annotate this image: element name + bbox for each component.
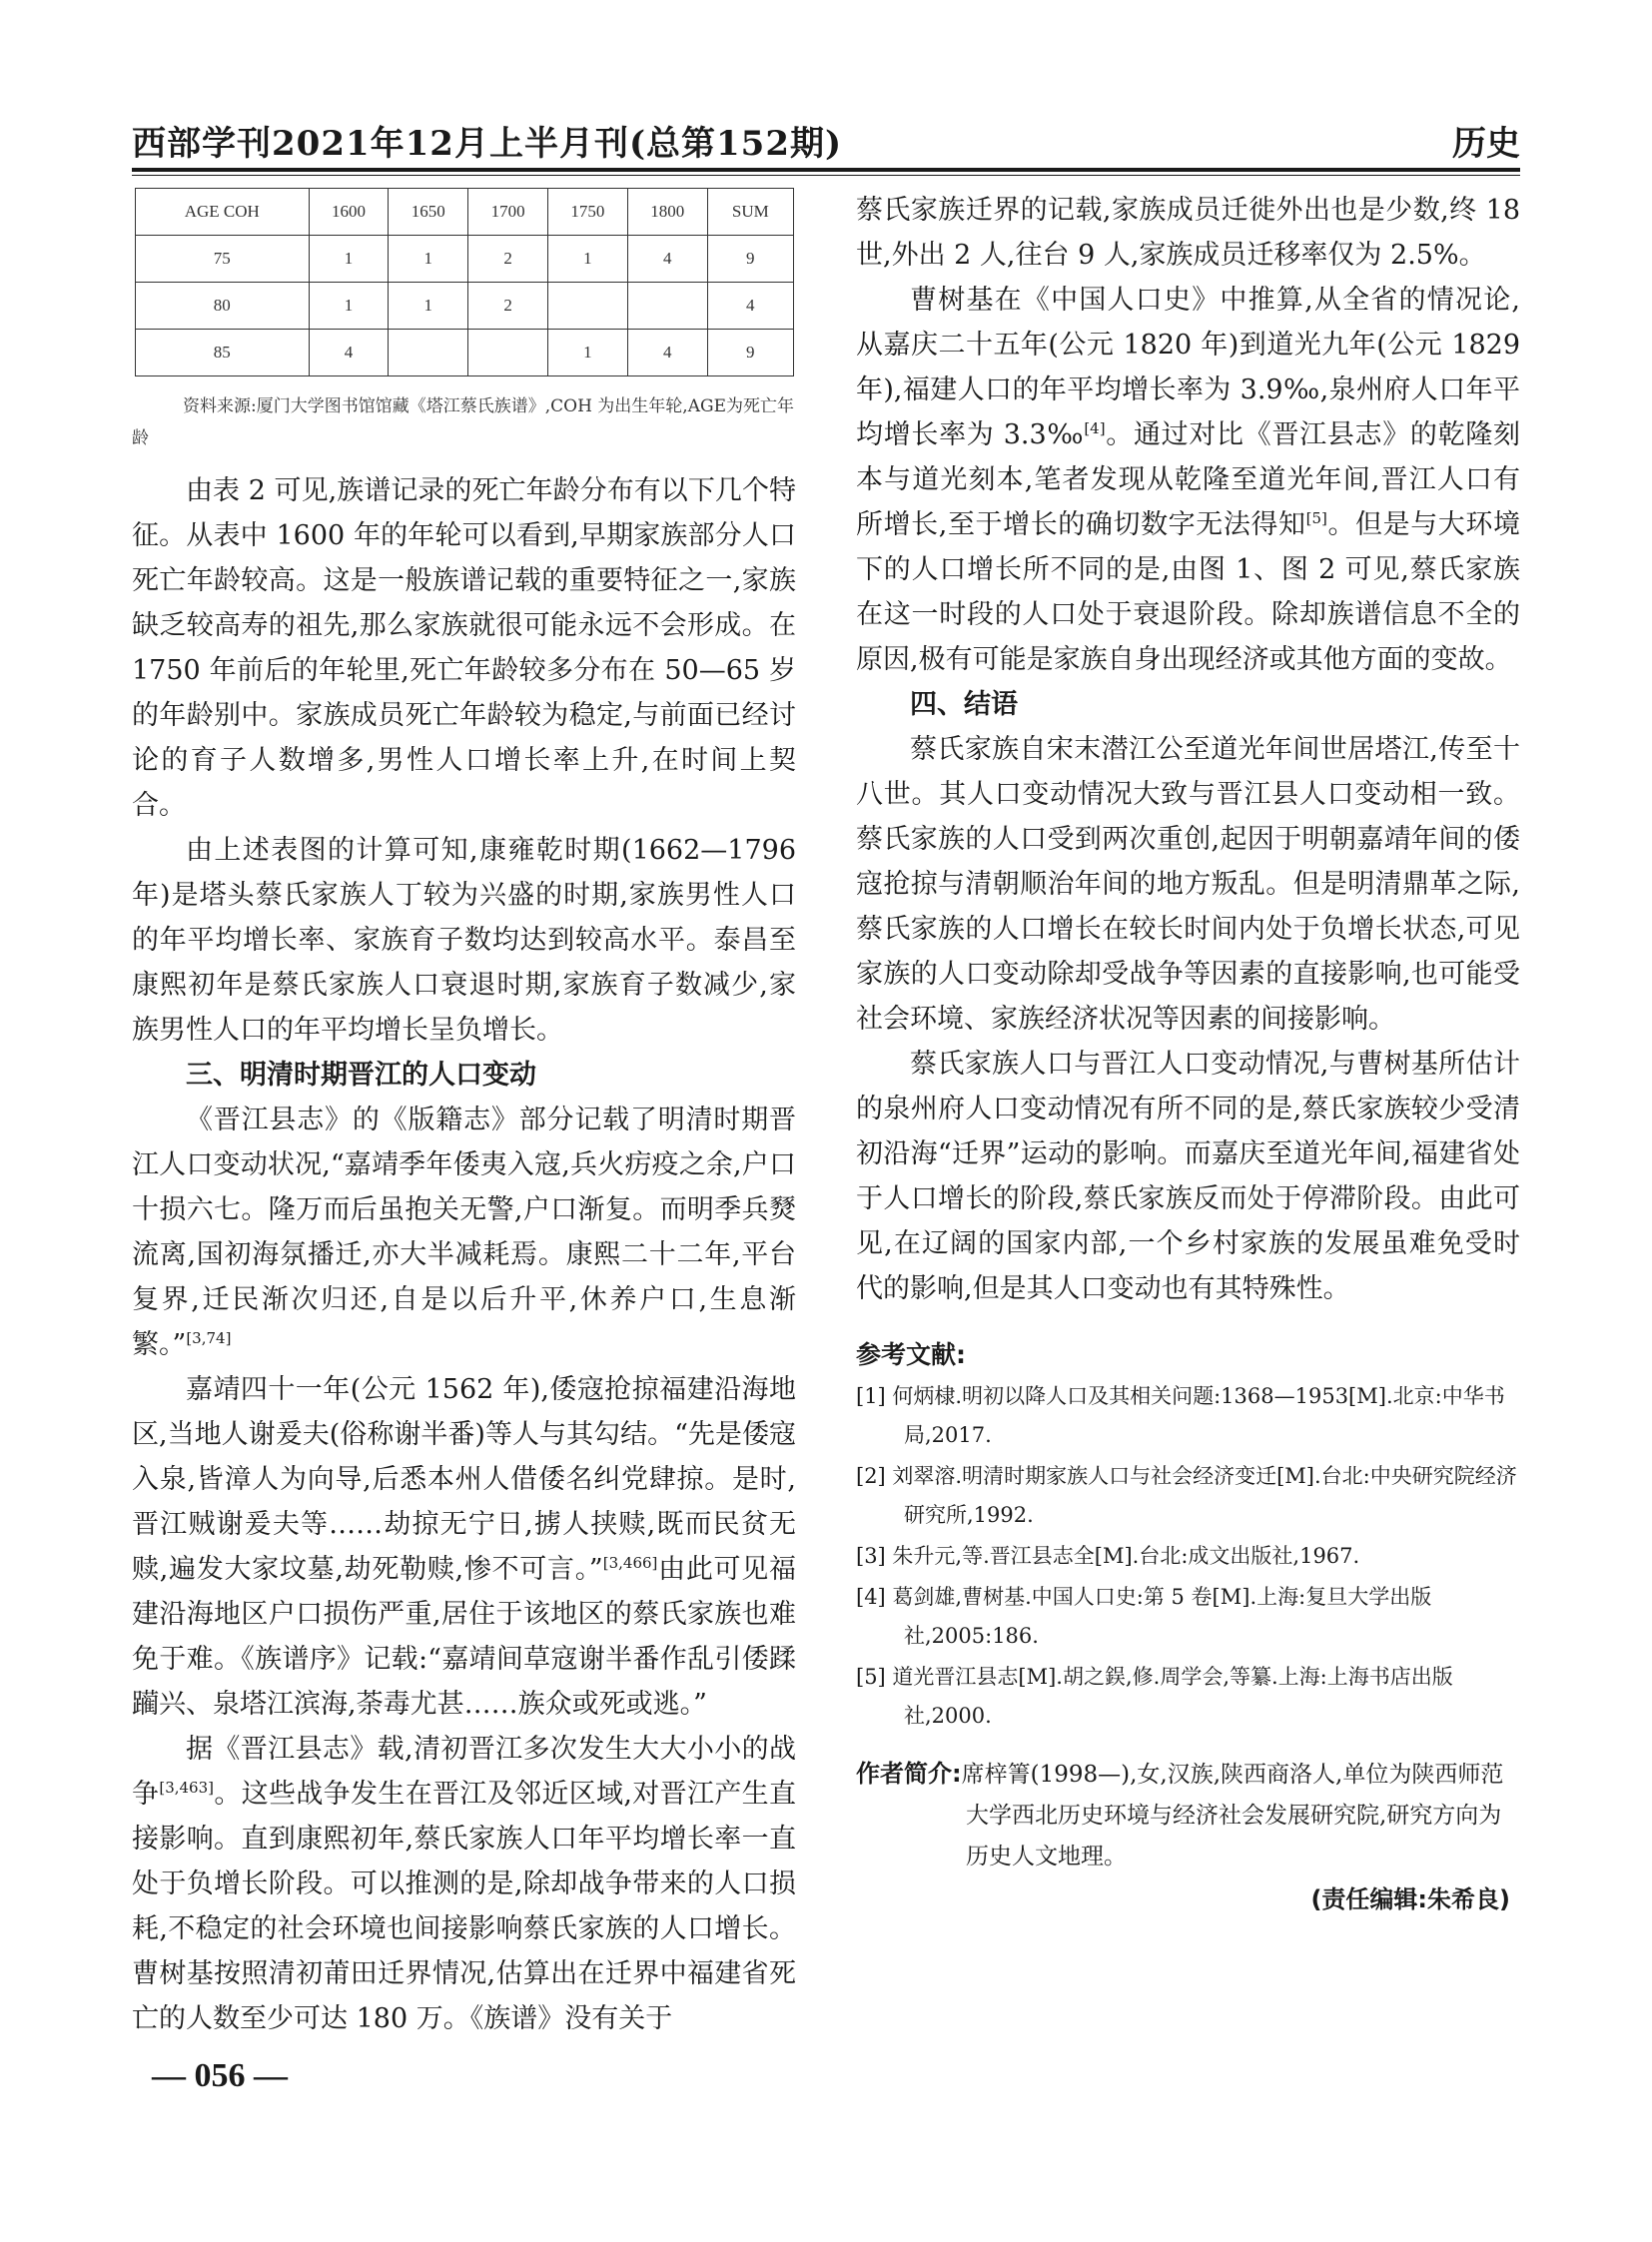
reference-item: [2] 刘翠溶.明清时期家族人口与社会经济变迁[M].台北:中央研究院经济研究所,1992. [856,1464,1517,1527]
table-header-cell: 1700 [468,189,548,236]
citation-ref: [3,74] [186,1329,232,1347]
table-cell: 4 [627,330,707,376]
paragraph: 由表 2 可见,族谱记录的死亡年龄分布有以下几个特征。从表中 1600 年的年轮可以看到,早期家族部分人口死亡年龄较高。这是一般族谱记载的重要特征之一,家族缺乏较高寿的祖先,那么家族就很可能永远不会形成。在 1750 年前后的年轮里,死亡年龄较多分布在 50—65 岁的年龄别中。家族成员死亡年龄较为稳定,与前面已经讨论的育子人数增多,男性人口增长率上升,在时间上契合。 [132,475,796,821]
reference-item: [4] 葛剑雄,曹树基.中国人口史:第 5 卷[M].上海:复旦大学出版社,2005:186. [856,1585,1432,1648]
table-cell [627,283,707,330]
author-bio-label: 作者简介: [856,1760,962,1788]
responsible-editor: (责任编辑:朱希良) [1310,1885,1510,1913]
author-bio [856,1754,1520,1877]
paragraph-text: 由此可见福建沿海地区户口损伤严重,居住于该地区的蔡氏家族也难免于难。《族谱序》记载:“嘉靖间草寇谢半番作乱引倭蹂躏兴、泉塔江滨海,荼毒尤甚……族众或死或逃。” [132,1554,796,1720]
table-cell: 1 [389,236,468,283]
section-label: 历史 [1452,124,1520,164]
paragraph-text: 。这些战争发生在晋江及邻近区域,对晋江产生直接影响。直到康熙初年,蔡氏家族人口年平均增长率一直处于负增长阶段。可以推测的是,除却战争带来的人口损耗,不稳定的社会环境也间接影响蔡氏家族的人口增长。曹树基按照清初莆田迁界情况,估算出在迁界中福建省死亡的人数至少可达 180 万。《族谱》没有关于 [132,1779,796,2034]
table-cell: 2 [468,283,548,330]
table-cell: 9 [707,330,793,376]
paragraph-text: 据《晋江县志》载,清初晋江多次发生大大小小的战争 [132,1734,796,1810]
paragraph: 由上述表图的计算可知,康雍乾时期(1662—1796 年)是塔头蔡氏家族人丁较为兴盛的时期,家族男性人口的年平均增长率、家族育子数均达到较高水平。泰昌至康熙初年是蔡氏家族人口衰退时期,家族育子数减少,家族男性人口的年平均增长呈负增长。 [132,835,796,1046]
paragraph-text: 。但是与大环境下的人口增长所不同的是,由图 1、图 2 可见,蔡氏家族在这一时段的人口处于衰退阶段。除却族谱信息不全的原因,极有可能是家族自身出现经济或其他方面的变故。 [856,509,1520,675]
table-header-cell: 1600 [309,189,389,236]
paragraph: 蔡氏家族人口与晋江人口变动情况,与曹树基所估计的泉州府人口变动情况有所不同的是,蔡氏家族较少受清初沿海“迁界”运动的影响。而嘉庆至道光年间,福建省处于人口增长的阶段,蔡氏家族反而处于停滞阶段。由此可见,在辽阔的国家内部,一个乡村家族的发展虽难免受时代的影响,但是其人口变动也有其特殊性。 [856,1049,1520,1304]
table-header-cell: SUM [707,189,793,236]
paragraph-text: 《晋江县志》的《版籍志》部分记载了明清时期晋江人口变动状况,“嘉靖季年倭夷入寇,兵火疠疫之余,户口十损六七。隆万而后虽抱关无警,户口渐复。而明季兵燹流离,国初海氛播迁,亦大半减耗焉。康熙二十二年,平台复界,迁民渐次归还,自是以后升平,休养户口,生息渐繁。” [132,1105,796,1360]
citation-ref: [3,463] [159,1779,214,1797]
paragraph-text: 曹树基在《中国人口史》中推算,从全省的情况论,从嘉庆二十五年(公元 1820 年)到道光九年(公元 1829 年),福建人口的年平均增长率为 3.9‰,泉州府人口年平均增长率为 3.3‰ [856,285,1520,450]
citation-ref: [3,466] [602,1554,658,1572]
table-row [136,330,794,376]
table-header-cell: 1800 [627,189,707,236]
author-bio-text: 席梓箐(1998—),女,汉族,陕西商洛人,单位为陕西师范大学西北历史环境与经济社会发展研究院,研究方向为历史人文地理。 [961,1762,1504,1869]
table-cell [468,330,548,376]
header-rule [132,168,1520,176]
right-column [856,188,1520,1914]
paragraph [856,278,1520,682]
table-cell: 4 [707,283,793,330]
table-cell: 1 [547,236,627,283]
page-number: — 056 — [152,2057,288,2094]
table-header-row [136,189,794,236]
citation-ref: [4] [1084,419,1106,437]
table-row [136,283,794,330]
table-cell: 4 [309,330,389,376]
table-header-cell: 1750 [547,189,627,236]
paragraph-text: 。通过对比《晋江县志》的乾隆刻本与道光刻本,笔者发现从乾隆至道光年间,晋江人口有所增长,至于增长的确切数字无法得知 [856,419,1521,540]
paragraph: 蔡氏家族自宋末潜江公至道光年间世居塔江,传至十八世。其人口变动情况大致与晋江县人口变动相一致。蔡氏家族的人口受到两次重创,起因于明朝嘉靖年间的倭寇抢掠与清朝顺治年间的地方叛乱。但是明清鼎革之际,蔡氏家族的人口增长在较长时间内处于负增长状态,可见家族的人口变动除却受战争等因素的直接影响,也可能受社会环境、家族经济状况等因素的间接影响。 [856,734,1520,1035]
table-cell: 80 [136,283,310,330]
table-cell: 2 [468,236,548,283]
table-cell: 4 [627,236,707,283]
table-source-note: 资料来源:厦门大学图书馆馆藏《塔江蔡氏族谱》,COH 为出生年轮,AGE为死亡年龄 [132,396,794,448]
reference-item: [3] 朱升元,等.晋江县志全[M].台北:成文出版社,1967. [856,1544,1360,1568]
table-cell [389,330,468,376]
references-heading: 参考文献: [856,1340,966,1369]
table-cell: 1 [389,283,468,330]
paragraph-text: 嘉靖四十一年(公元 1562 年),倭寇抢掠福建沿海地区,当地人谢爰夫(俗称谢半番)等人与其勾结。“先是倭寇入泉,皆漳人为向导,后悉本州人借倭名纠党肆掠。是时,晋江贼谢爰夫等……劫掠无宁日,掳人挟赎,既而民贫无赎,遍发大家坟墓,劫死勒赎,惨不可言。” [132,1374,796,1585]
section-heading: 四、结语 [910,689,1018,720]
age-cohort-table [135,188,794,376]
paragraph: 蔡氏家族迁界的记载,家族成员迁徙外出也是少数,终 18 世,外出 2 人,往台 9 人,家族成员迁移率仅为 2.5%。 [856,195,1520,271]
paragraph [132,1098,796,1367]
table-cell: 9 [707,236,793,283]
section-heading: 三、明清时期晋江的人口变动 [186,1060,536,1091]
table-cell: 1 [309,283,389,330]
reference-item: [1] 何炳棣.明初以降人口及其相关问题:1368—1953[M].北京:中华书局,2017. [856,1384,1505,1447]
table-header-cell: 1650 [389,189,468,236]
table-cell: 1 [547,330,627,376]
table-cell: 75 [136,236,310,283]
page-header [132,112,1520,164]
journal-title: 西部学刊2021年12月上半月刊(总第152期) [132,124,843,164]
reference-item: [5] 道光晋江县志[M].胡之鋘,修.周学会,等纂.上海:上海书店出版社,2000. [856,1665,1453,1728]
citation-ref: [5] [1305,509,1327,527]
table-cell: 1 [309,236,389,283]
table-cell: 85 [136,330,310,376]
table-row [136,236,794,283]
paragraph [132,1367,796,1727]
paragraph [132,1727,796,2041]
table-cell [547,283,627,330]
left-column [132,188,796,2041]
table-header-cell: AGE COH [136,189,310,236]
